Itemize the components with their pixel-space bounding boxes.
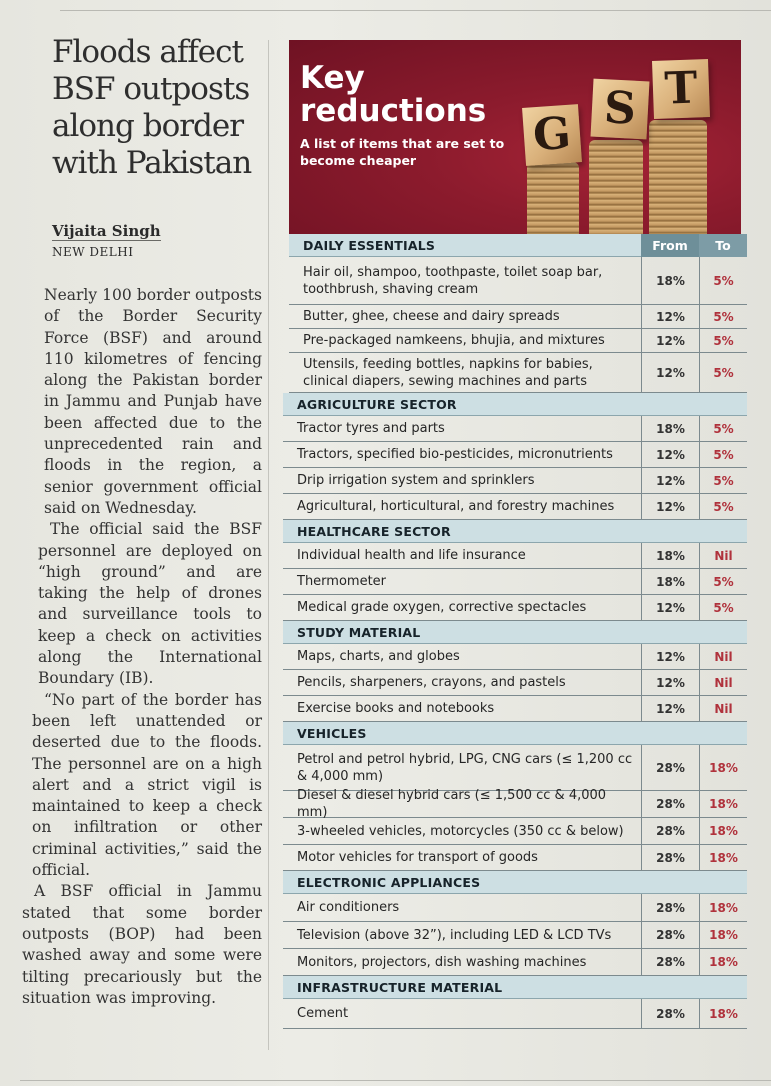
- from-rate: 12%: [641, 696, 699, 721]
- gst-panel: [283, 40, 747, 1040]
- section-title: DAILY ESSENTIALS: [303, 237, 436, 253]
- item-name: Television (above 32”), including LED & LCD TVs: [297, 927, 612, 943]
- to-rate: 18%: [699, 745, 747, 790]
- table-row: [283, 949, 747, 976]
- from-rate: 12%: [641, 442, 699, 467]
- to-rate: 18%: [699, 949, 747, 975]
- from-rate: 28%: [641, 999, 699, 1028]
- from-rate: 28%: [641, 845, 699, 870]
- item-name: Tractors, specified bio-pesticides, micronutrients: [297, 447, 613, 462]
- item-name: Maps, charts, and globes: [297, 649, 460, 664]
- article-paragraph: Nearly 100 border outposts of the Border Security Force (BSF) and around 110 kilometres of fencing along the Pakistan border in Jammu and Punjab have been affected due to the unprecedented rain and floods in the region, a senior government official said on Wednesday.: [44, 286, 262, 517]
- from-rate: 18%: [641, 416, 699, 441]
- from-rate: 18%: [641, 569, 699, 594]
- section-title: AGRICULTURE SECTOR: [297, 396, 457, 412]
- from-column-header: From: [641, 234, 699, 257]
- section-title: ELECTRONIC APPLIANCES: [297, 874, 481, 890]
- article-body: [20, 285, 262, 1009]
- to-rate: 5%: [699, 353, 747, 392]
- to-rate: 5%: [699, 468, 747, 493]
- item-name: Medical grade oxygen, corrective spectacles: [297, 600, 587, 615]
- table-row: [283, 569, 747, 595]
- gst-block-g: G: [522, 104, 582, 166]
- to-rate: 18%: [699, 922, 747, 948]
- from-rate: 12%: [641, 305, 699, 328]
- table-row: [283, 999, 747, 1029]
- from-rate: 12%: [641, 644, 699, 669]
- from-rate: 12%: [641, 670, 699, 695]
- table-row: [283, 696, 747, 722]
- to-rate: 5%: [699, 494, 747, 519]
- gst-rates-table: [283, 234, 747, 1029]
- item-name: Individual health and life insurance: [297, 548, 526, 563]
- section-header-row: [283, 871, 747, 894]
- to-rate: 18%: [699, 845, 747, 870]
- from-rate: 12%: [641, 595, 699, 620]
- section-title: HEALTHCARE SECTOR: [297, 523, 451, 539]
- item-name: Drip irrigation system and sprinklers: [297, 473, 535, 488]
- table-row: [283, 543, 747, 569]
- from-rate: 28%: [641, 949, 699, 975]
- article-paragraph: The official said the BSF personnel are deployed on “high ground” and are taking the help of drones and surveillance tools to keep a check on activities along the International Boundary (IB).: [38, 520, 262, 688]
- to-rate: 5%: [699, 416, 747, 441]
- item-name: Diesel & diesel hybrid cars (≤ 1,500 cc & 4,000 mm): [297, 788, 607, 820]
- table-row: [283, 670, 747, 696]
- to-rate: 5%: [699, 305, 747, 328]
- from-rate: 12%: [641, 468, 699, 493]
- article-paragraph: A BSF official in Jammu stated that some border outposts (BOP) had been washed away and some were tilting precariously but the situation was improving.: [22, 882, 262, 1007]
- to-rate: 5%: [699, 442, 747, 467]
- article-byline: Vijaita Singh: [52, 222, 161, 240]
- table-row: [289, 329, 747, 353]
- section-header-row: [283, 520, 747, 543]
- item-name: Motor vehicles for transport of goods: [297, 850, 538, 865]
- from-rate: 18%: [641, 543, 699, 568]
- coin-stack-illustration: [527, 162, 579, 234]
- banner-title-line: reductions: [300, 93, 487, 129]
- from-rate: 12%: [641, 329, 699, 352]
- section-header-row: [289, 234, 747, 257]
- gst-banner: [289, 40, 741, 234]
- to-rate: 5%: [699, 595, 747, 620]
- table-row: [283, 416, 747, 442]
- section-title: STUDY MATERIAL: [297, 624, 421, 640]
- section-header-row: [283, 393, 747, 416]
- item-name: 3-wheeled vehicles, motorcycles (350 cc & below): [297, 823, 624, 839]
- item-name: Thermometer: [297, 574, 387, 589]
- from-rate: 28%: [641, 791, 699, 817]
- table-row: [283, 922, 747, 949]
- banner-title: [300, 62, 486, 128]
- article-headline: Floods affect BSF outposts along border with Pakistan: [52, 34, 252, 181]
- table-row: [283, 745, 747, 791]
- to-rate: 18%: [699, 818, 747, 844]
- to-rate: Nil: [699, 644, 747, 669]
- article: [20, 34, 262, 1009]
- to-rate: Nil: [699, 696, 747, 721]
- item-name: Butter, ghee, cheese and dairy spreads: [303, 309, 560, 324]
- to-column-header: To: [699, 234, 747, 257]
- item-name: Tractor tyres and parts: [297, 421, 445, 436]
- item-name: Petrol and petrol hybrid, LPG, CNG cars (≤ 1,200 cc & 4,000 mm): [297, 751, 633, 784]
- coin-stack-illustration: [649, 120, 707, 234]
- table-row: [289, 257, 747, 305]
- item-name: Air conditioners: [297, 900, 400, 915]
- item-name: Hair oil, shampoo, toothpaste, toilet soap bar, toothbrush, shaving cream: [303, 264, 603, 297]
- to-rate: 18%: [699, 999, 747, 1028]
- to-rate: 18%: [699, 894, 747, 921]
- table-row: [283, 494, 747, 520]
- table-row: [283, 845, 747, 871]
- top-rule: [60, 10, 771, 11]
- section-title: VEHICLES: [297, 725, 367, 741]
- article-dateline: NEW DELHI: [52, 245, 134, 259]
- item-name: Pencils, sharpeners, crayons, and pastels: [297, 675, 566, 690]
- to-rate: Nil: [699, 670, 747, 695]
- from-rate: 28%: [641, 818, 699, 844]
- table-row: [289, 305, 747, 329]
- item-name: Cement: [297, 1006, 349, 1021]
- section-header-row: [283, 976, 747, 999]
- table-row: [283, 818, 747, 845]
- from-rate: 28%: [641, 745, 699, 790]
- from-rate: 28%: [641, 894, 699, 921]
- section-header-row: [283, 621, 747, 644]
- gst-block-t: T: [652, 59, 710, 119]
- to-rate: 5%: [699, 569, 747, 594]
- table-row: [283, 442, 747, 468]
- coin-stack-illustration: [589, 140, 643, 234]
- item-name: Monitors, projectors, dish washing machines: [297, 954, 587, 970]
- table-row: [283, 595, 747, 621]
- to-rate: Nil: [699, 543, 747, 568]
- item-name: Utensils, feeding bottles, napkins for babies, clinical diapers, sewing machines and parts: [303, 356, 593, 389]
- column-divider: [268, 40, 269, 1050]
- banner-subtitle: A list of items that are set to become cheaper: [300, 136, 505, 168]
- bottom-rule: [20, 1080, 771, 1081]
- table-row: [283, 894, 747, 922]
- to-rate: 5%: [699, 329, 747, 352]
- from-rate: 18%: [641, 257, 699, 304]
- from-rate: 12%: [641, 353, 699, 392]
- banner-title-line: Key: [300, 60, 365, 96]
- item-name: Exercise books and notebooks: [297, 701, 495, 716]
- section-title: INFRASTRUCTURE MATERIAL: [297, 979, 503, 995]
- gst-block-s: S: [591, 79, 650, 140]
- section-header-row: [283, 722, 747, 745]
- table-row: [283, 468, 747, 494]
- to-rate: 5%: [699, 257, 747, 304]
- from-rate: 12%: [641, 494, 699, 519]
- to-rate: 18%: [699, 791, 747, 817]
- table-row: [289, 353, 747, 393]
- item-name: Pre-packaged namkeens, bhujia, and mixtures: [303, 333, 605, 348]
- from-rate: 28%: [641, 922, 699, 948]
- table-row: [283, 788, 747, 820]
- table-row: [283, 644, 747, 670]
- article-paragraph: “No part of the border has been left unattended or deserted due to the floods. The personnel are on a high alert and a strict vigil is maintained to keep a check on infiltration or other criminal activities,” said the official.: [32, 690, 262, 880]
- item-name: Agricultural, horticultural, and forestry machines: [297, 499, 615, 514]
